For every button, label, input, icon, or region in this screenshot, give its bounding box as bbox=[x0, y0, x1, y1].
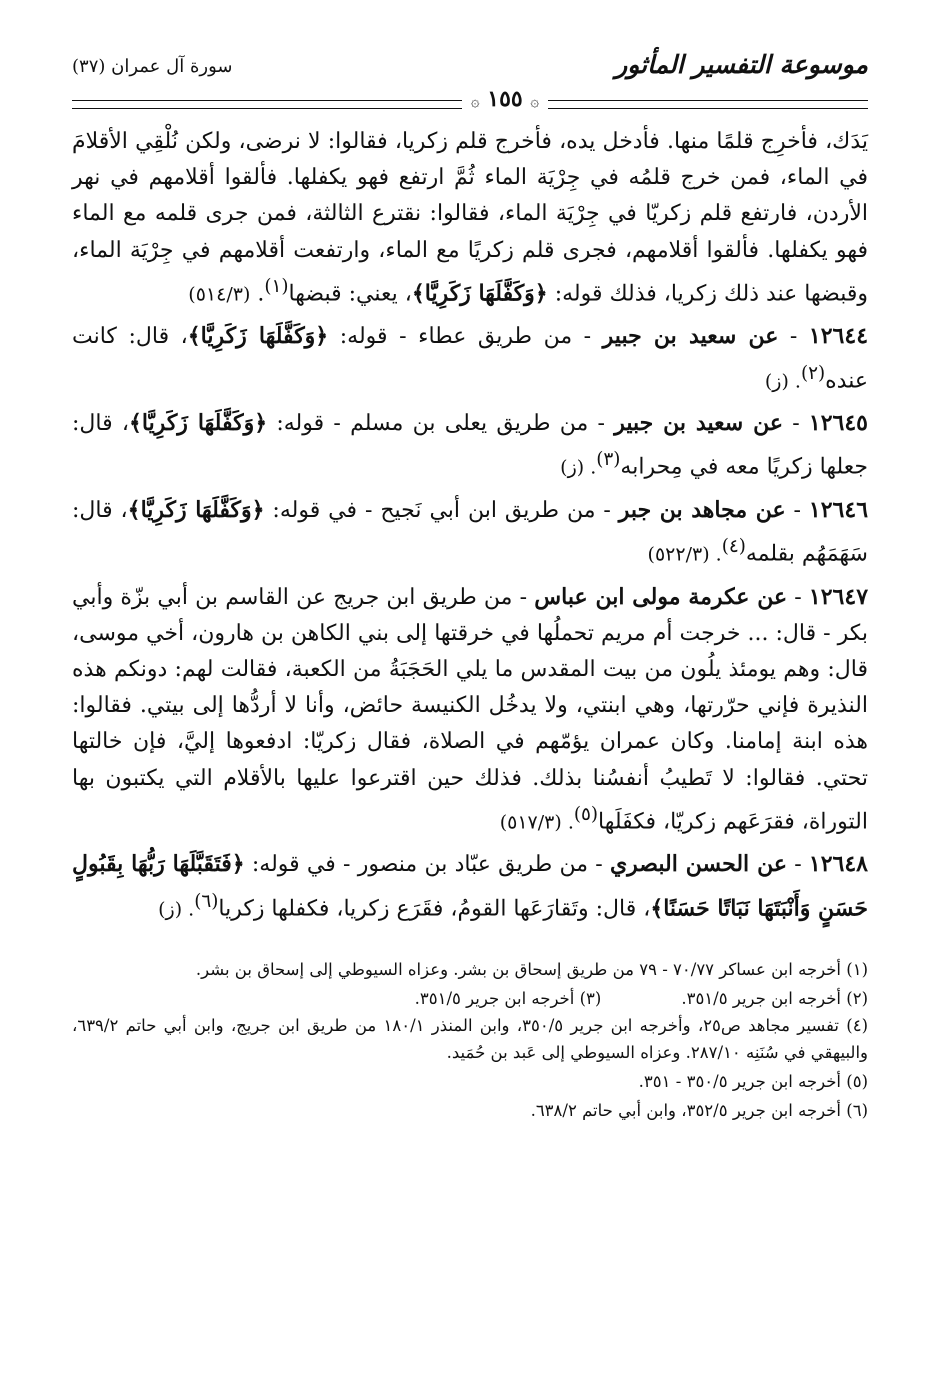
narrator: عن الحسن البصري bbox=[609, 851, 787, 878]
footnote-marker: (٦) bbox=[194, 890, 219, 912]
footnote-marker: (٥) bbox=[573, 803, 599, 825]
quran-verse: ﴿وَكَفَّلَهَا زَكَرِيَّا﴾ bbox=[127, 496, 265, 523]
entry-12647: ١٢٦٤٧ - عن عكرمة مولى ابن عباس - من طريق ابن جريج عن القاسم بن أبي بزّة وأبي بكر - قال: ... خرجت أم مريم تحملُها في خرقتها إلى بني الكاهن بن هارون، أخي موسى، قال: وهم يومئذ يلُون من بيت المقدس ما يلي الحَجَبَةُ من الكعبة، فقالت لهم: دونكم هذه النذيرة فإني حرّرتها، وهي ابنتي، ولا يدخُل الكنيسة حائض، وأنا لا أردُّها إلى بيتي. فقالوا: هذه ابنة إمامنا. وكان عمران يؤمّهم في الصلاة، فقال زكريّا: ادفعوها إليَّ، فإن خالتها تحتي. فقالوا: لا تَطيبُ أنفسُنا بذلك. فذلك حين اقترعوا عليها بالأقلام التي يكتبون بها التوراة، فقرَعَهم زكريّا، فكفَلَها$^{(٥)}$. (٥١٧/٣) bbox=[72, 583, 869, 835]
footnote-4: (٤) تفسير مجاهد ص٢٥، وأخرجه ابن جرير ٣٥٠/٥، وابن المنذر ١٨٠/١ من طريق ابن جريج، وابن أبي حاتم ٦٣٩/٢، والبيهقي في سُنَنِه ٢٨٧/١٠. وعزاه السيوطي إلى عَبد بن حُمَيد. bbox=[72, 1016, 869, 1063]
volume-reference: . (ز) bbox=[158, 897, 195, 920]
footnote-6: (٦) أخرجه ابن جرير ٣٥٢/٥، وابن أبي حاتم ٦٣٨/٢. bbox=[530, 1101, 868, 1121]
entry-text: ، قال: سَهَمَهُم بقلمه bbox=[72, 497, 868, 567]
footnote-3: (٣) أخرجه ابن جرير ٣٥١/٥. bbox=[414, 989, 602, 1009]
footnote-1: (١) أخرجه ابن عساكر ٧٠/٧٧ - ٧٩ من طريق إسحاق بن بشر. وعزاه السيوطي إلى إسحاق بن بشر. bbox=[195, 960, 868, 980]
entry-number: ١٢٦٤٦ bbox=[808, 496, 869, 523]
narrator: عن مجاهد بن جبر bbox=[618, 496, 786, 523]
isnad-chain: - من طريق يعلى بن مسلم - قوله: bbox=[267, 411, 615, 437]
entry-text: ، قال: جعلها زكريًا معه في مِحرابه bbox=[72, 411, 868, 480]
quran-verse: ﴿وَكَفَّلَهَا زَكَرِيَّا﴾ bbox=[411, 280, 548, 307]
intro-paragraph: يَدَك، فأخرِج قلمًا منها. فأدخل يده، فأخرج قلم زكريا، فقالوا: لا نرضى، ولكن نُلْقِي الأقلامَ في الماء، فمن خرج قلمُه في جِرْيَة الماء ثُمَّ ارتفع فهو يكفلها. فألقوا أقلامهم في نهر الأردن، فارتفع قلم زكريّا في جِرْيَة الماء، فقالوا: نقترع الثالثة، فمن جرى قلمه مع الماء فهو يكفلها. فألقوا أقلامهم، فجرى قلم زكريًا مع الماء، وارتفعت أقلامهم في جِرْيَة الماء، وقبضها عند ذلك زكريا، فذلك قوله: ﴿وَكَفَّلَهَا زَكَرِيَّا﴾، يعني: قبضها$^{(١)}$. (٥١٤/٣) bbox=[72, 129, 868, 307]
entry-text: ... خرجت أم مريم تحملُها في خرقتها إلى بني الكاهن بن هارون، أخي موسى، قال: وهم يومئذ يلُون من بيت المقدس ما يلي الحَجَبَةُ من الكعبة، فقالت لهم: دونكم هذه النذيرة فإني حرّرتها، وهي ابنتي، ولا يدخُل الكنيسة حائض، وأنا لا أردُّها إلى بيتي. فقالوا: هذه ابنة إمامنا. وكان عمران يؤمّهم في الصلاة، فقال زكريّا: ادفعوها إليَّ، فإن خالتها تحتي. فقالوا: لا تَطيبُ أنفسُنا بذلك. فذلك حين اقترعوا عليها بالأقلام التي يكتبون بها التوراة، فقرَعَهم زكريّا، فكفَلَها bbox=[72, 620, 868, 835]
isnad-chain: - من طريق ابن أبي نَجيح - في قوله: bbox=[264, 497, 619, 523]
entry-number: ١٢٦٤٨ bbox=[808, 851, 868, 878]
intro-tail: ، يعني: قبضها bbox=[288, 281, 412, 307]
entry-number: ١٢٦٤٧ bbox=[808, 583, 869, 610]
page-number-block bbox=[462, 86, 548, 112]
footnote-marker: (١) bbox=[264, 275, 289, 297]
main-text bbox=[72, 124, 868, 927]
book-title: موسوعة التفسير المأثور bbox=[615, 50, 868, 79]
volume-reference: . (ز) bbox=[560, 456, 597, 479]
quran-verse: ﴿فَتَقَبَّلَهَا رَبُّهَا بِقَبُولٍ حَسَنٍ وَأَنْبَتَهَا نَبَاتًا حَسَنًا﴾ bbox=[72, 851, 868, 921]
intro-text: يَدَك، فأخرِج قلمًا منها. فأدخل يده، فأخرج قلم زكريا، فقالوا: لا نرضى، ولكن نُلْقِي الأقلامَ في الماء، فمن خرج قلمُه في جِرْيَة الماء ثُمَّ ارتفع فهو يكفلها. فألقوا أقلامهم في نهر الأردن، فارتفع قلم زكريّا في جِرْيَة الماء، فقالوا: نقترع الثالثة، فمن جرى قلمه مع الماء فهو يكفلها. فألقوا أقلامهم، فجرى قلم زكريًا مع الماء، وارتفعت أقلامهم في جِرْيَة الماء، وقبضها عند ذلك زكريا، فذلك قوله: bbox=[72, 129, 868, 307]
entry-number: ١٢٦٤٥ bbox=[808, 410, 868, 437]
isnad-chain: - من طريق عبّاد بن منصور - في قوله: bbox=[244, 852, 610, 878]
header-rule bbox=[72, 86, 868, 116]
entry-12648: ١٢٦٤٨ - عن الحسن البصري - من طريق عبّاد بن منصور - في قوله: ﴿فَتَقَبَّلَهَا رَبُّهَا بِقَبُولٍ حَسَنٍ وَأَنْبَتَهَا نَبَاتًا حَسَنًا﴾، قال: وتَقارَعَها القومُ، فقَرَع زكريا، فكفلها زكريا$^{(٦)}$. (ز) bbox=[72, 851, 868, 921]
header-rule-right bbox=[548, 100, 868, 109]
footnote-marker: (٤) bbox=[721, 536, 746, 558]
isnad-chain: - من طريق عطاء - قوله: bbox=[328, 324, 603, 350]
entry-12645: ١٢٦٤٥ - عن سعيد بن جبير - من طريق يعلى بن مسلم - قوله: ﴿وَكَفَّلَهَا زَكَرِيَّا﴾، قال: جعلها زكريًا معه في مِحرابه$^{(٣)}$. (ز) bbox=[72, 410, 868, 480]
quran-verse: ﴿وَكَفَّلَهَا زَكَرِيَّا﴾ bbox=[128, 410, 268, 437]
entry-12644: ١٢٦٤٤ - عن سعيد بن جبير - من طريق عطاء - قوله: ﴿وَكَفَّلَهَا زَكَرِيَّا﴾، قال: كانت عنده$^{(٢)}$. (ز) bbox=[72, 323, 869, 393]
footnote-2: (٢) أخرجه ابن جرير ٣٥١/٥. bbox=[681, 989, 868, 1009]
footnote-marker: (٣) bbox=[596, 449, 621, 471]
narrator: عن سعيد بن جبير bbox=[602, 323, 779, 350]
volume-reference: . (ز) bbox=[764, 369, 801, 392]
quran-verse: ﴿وَكَفَّلَهَا زَكَرِيَّا﴾ bbox=[187, 323, 329, 350]
volume-reference: . (٥٢٢/٣) bbox=[647, 543, 722, 566]
footnotes bbox=[72, 956, 868, 1124]
entry-12646: ١٢٦٤٦ - عن مجاهد بن جبر - من طريق ابن أبي نَجيح - في قوله: ﴿وَكَفَّلَهَا زَكَرِيَّا﴾، قال: سَهَمَهُم بقلمه$^{(٤)}$. (٥٢٢/٣) bbox=[72, 496, 869, 567]
footnote-pair bbox=[72, 985, 868, 1012]
ornament-icon: ۞ bbox=[470, 92, 480, 110]
narrator: عن عكرمة مولى ابن عباس bbox=[534, 583, 788, 610]
page-number: ١٥٥ bbox=[487, 86, 523, 112]
page bbox=[72, 46, 868, 1126]
footnote-marker: (٢) bbox=[800, 362, 826, 384]
surah-title: سورة آل عمران (٣٧) bbox=[72, 56, 233, 77]
volume-reference: . (٥١٧/٣) bbox=[499, 811, 574, 834]
isnad-chain: - من طريق ابن جريج عن القاسم بن أبي بزّة وأبي بكر - قال: bbox=[72, 584, 868, 646]
entry-text: ، قال: كانت عنده bbox=[72, 324, 868, 393]
header-rule-left bbox=[72, 100, 462, 109]
entry-text: ، قال: وتَقارَعَها القومُ، فقَرَع زكريا، فكفلها زكريا bbox=[218, 895, 651, 921]
entry-number: ١٢٦٤٤ bbox=[808, 323, 869, 350]
ornament-icon: ۞ bbox=[530, 92, 540, 110]
narrator: عن سعيد بن جبير bbox=[614, 410, 783, 437]
footnote-5: (٥) أخرجه ابن جرير ٣٥٠/٥ - ٣٥١. bbox=[638, 1072, 868, 1092]
volume-reference: (٥١٤/٣) bbox=[188, 283, 251, 306]
